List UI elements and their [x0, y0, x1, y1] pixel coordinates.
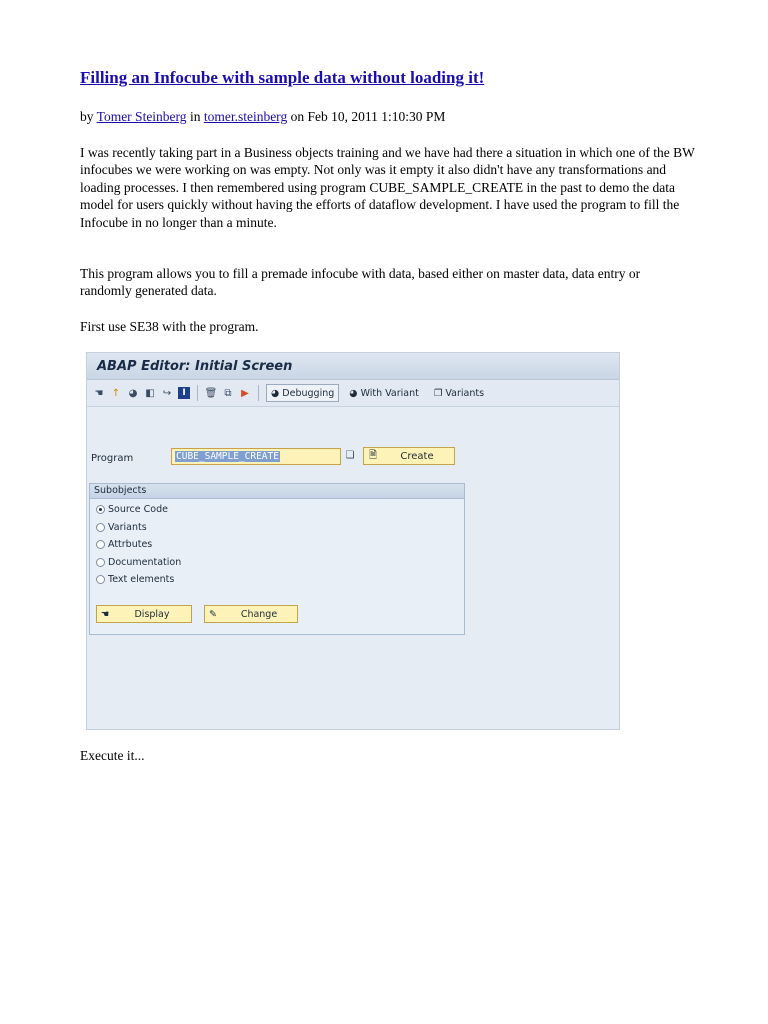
create-label: Create: [400, 450, 434, 462]
radio-source-code[interactable]: [90, 501, 464, 519]
change-button[interactable]: [204, 605, 298, 623]
execute-icon[interactable]: ▶: [241, 387, 249, 399]
radio-text-elements[interactable]: [90, 571, 464, 589]
debugging-icon: ◕: [271, 387, 280, 399]
radio-icon: [96, 540, 105, 549]
variants-label: Variants: [445, 387, 485, 399]
variants-button[interactable]: [429, 384, 489, 402]
delete-icon[interactable]: 🗑: [204, 387, 218, 399]
paragraph-program-description: This program allows you to fill a premade infocube with data, based either on master data, data entry or randomly generated data.: [80, 266, 641, 299]
sap-screenshot: [86, 352, 620, 730]
radio-icon: [96, 575, 105, 584]
program-row: [91, 447, 611, 469]
program-input[interactable]: [171, 448, 341, 465]
subobjects-group: [89, 483, 465, 635]
radio-attributes[interactable]: [90, 536, 464, 554]
change-label: Change: [240, 608, 278, 620]
activate-icon[interactable]: ◕: [128, 387, 138, 399]
radio-variants[interactable]: [90, 519, 464, 537]
with-variant-label: With Variant: [360, 387, 419, 399]
other-object-icon[interactable]: ☚: [94, 387, 104, 399]
radio-label: Source Code: [108, 504, 168, 516]
debugging-button[interactable]: [266, 384, 339, 402]
subobjects-title: Subobjects: [90, 484, 464, 499]
variants-icon: ❐: [433, 387, 443, 399]
test-icon[interactable]: ◧: [145, 387, 155, 399]
display-icon: ☚: [100, 608, 110, 620]
radio-label: Variants: [108, 521, 147, 533]
byline: [80, 109, 445, 125]
create-icon: 🗎: [368, 449, 378, 461]
paragraph-intro: I was recently taking part in a Business objects training and we have had there a situation in which one of the BW infocubes we were working on was empty. Not only was it empty it also didn't have any transformations and loading processes. I then remembered using program CUBE_SAMPLE_CREATE in the past to demo the data model for users quickly without having the efforts of dataflow development. I have used the program to fill the Infocube in no longer than a minute.: [80, 145, 695, 230]
radio-label: Text elements: [108, 574, 175, 586]
toolbar-separator: [197, 385, 198, 401]
paragraph-execute: Execute it...: [80, 748, 145, 763]
radio-label: Documentation: [108, 556, 182, 568]
value-help-icon[interactable]: ❏: [345, 450, 355, 461]
sap-screen-title: ABAP Editor: Initial Screen: [87, 353, 619, 380]
with-variant-icon: ◕: [349, 387, 358, 399]
sap-toolbar: [87, 380, 619, 407]
program-value: CUBE_SAMPLE_CREATE: [176, 451, 279, 462]
post-date: on Feb 10, 2011 1:10:30 PM: [290, 109, 446, 124]
pencil-icon: ✎: [209, 608, 217, 620]
radio-icon: [96, 523, 105, 532]
create-button[interactable]: [363, 447, 455, 465]
where-used-icon[interactable]: ↪: [162, 387, 172, 399]
check-icon[interactable]: ↑: [111, 387, 121, 399]
radio-icon: [96, 558, 105, 567]
radio-documentation[interactable]: [90, 554, 464, 572]
paragraph-first-step: First use SE38 with the program.: [80, 319, 259, 334]
copy-icon[interactable]: ⧉: [224, 387, 232, 399]
post-title[interactable]: Filling an Infocube with sample data without loading it!: [80, 68, 485, 87]
display-label: Display: [134, 608, 170, 620]
with-variant-button[interactable]: [344, 384, 424, 402]
blog-link[interactable]: tomer.steinberg: [203, 109, 288, 124]
info-icon[interactable]: I: [178, 387, 190, 399]
toolbar-separator: [258, 385, 259, 401]
author-link[interactable]: Tomer Steinberg: [96, 109, 187, 124]
program-label: Program: [91, 453, 134, 464]
radio-label: Attrbutes: [108, 539, 153, 551]
byline-in: in: [189, 109, 201, 124]
radio-selected-icon: [96, 505, 105, 514]
display-button[interactable]: [96, 605, 192, 623]
byline-by: by: [80, 109, 94, 124]
debugging-label: Debugging: [282, 387, 335, 399]
